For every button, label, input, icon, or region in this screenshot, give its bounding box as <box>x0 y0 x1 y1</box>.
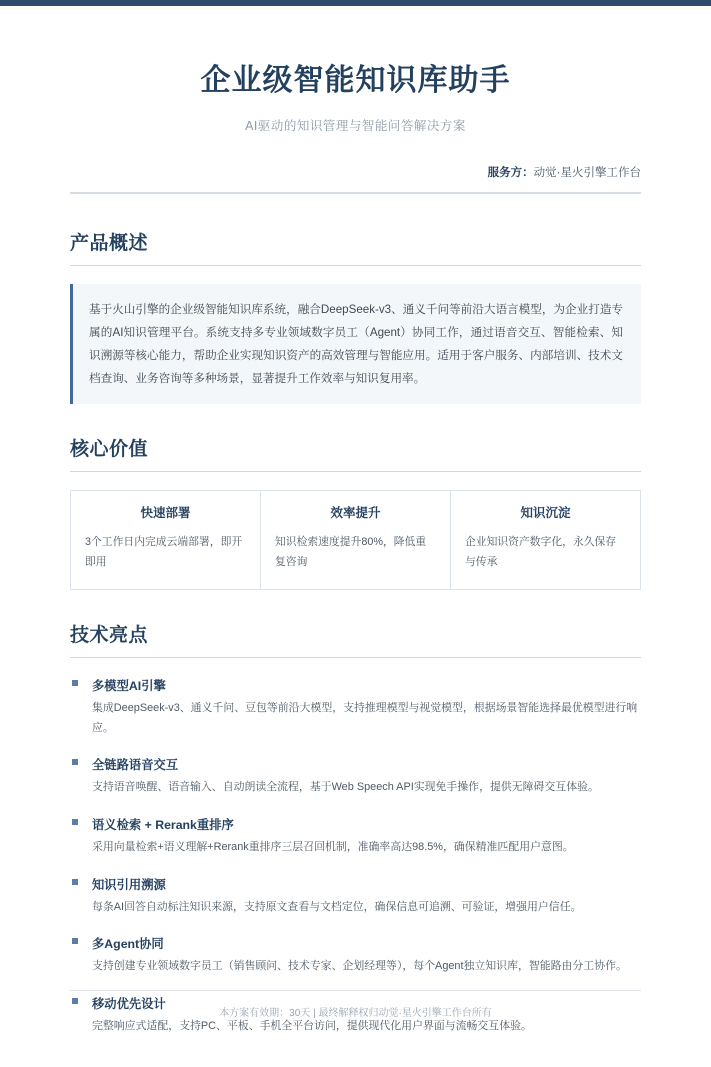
page-title: 企业级智能知识库助手 <box>200 64 511 97</box>
feature-title: 语义检索 + Rerank重排序 <box>92 818 234 833</box>
value-card-title: 效率提升 <box>330 506 381 521</box>
section-title-core-value: 核心价值 <box>70 439 149 461</box>
document-footer: 本方案有效期：30天 | 最终解释权归动觉·星火引擎工作台所有 <box>70 990 641 1019</box>
value-card-desc: 知识检索速度提升80%，降低重复咨询 <box>275 536 427 569</box>
provider-label: 服务方： <box>487 166 534 179</box>
list-item <box>70 875 641 918</box>
section-overview <box>70 228 641 405</box>
value-card-list <box>70 490 641 590</box>
feature-desc: 每条AI回答自动标注知识来源，支持原文查看与文档定位，确保信息可追溯、可验证，增强用户信任。 <box>92 900 582 913</box>
feature-title: 知识引用溯源 <box>92 877 166 892</box>
square-bullet-icon <box>72 759 78 765</box>
top-accent-bar <box>0 0 711 6</box>
feature-desc: 支持语音唤醒、语音输入、自动朗读全流程，基于Web Speech API实现免手操作，提供无障碍交互体验。 <box>92 781 599 794</box>
feature-desc: 支持创建专业领域数字员工（销售顾问、技术专家、企划经理等），每个Agent独立知识库，智能路由分工协作。 <box>92 960 627 973</box>
document-header <box>70 0 641 134</box>
feature-title: 全链路语音交互 <box>92 758 179 773</box>
value-card <box>451 490 641 590</box>
overview-body: 基于火山引擎的企业级智能知识库系统，融合DeepSeek-v3、通义千问等前沿大语言模型，为企业打造专属的AI知识管理平台。系统支持多专业领域数字员工（Agent）协同工作，通过语音交互、智能检索、知识溯源等核心能力，帮助企业实现知识资产的高效管理与智能应用。适用于客户服务、内部培训、技术文档查询、业务咨询等多种场景，显著提升工作效率与知识复用率。 <box>70 284 641 405</box>
square-bullet-icon <box>72 819 78 825</box>
value-card-desc: 3个工作日内完成云端部署，即开即用 <box>85 536 243 569</box>
square-bullet-icon <box>72 938 78 944</box>
feature-desc: 完整响应式适配，支持PC、平板、手机全平台访问，提供现代化用户界面与流畅交互体验。 <box>92 1019 532 1032</box>
feature-title: 多模型AI引擎 <box>92 679 166 694</box>
section-underline-tech-highlights <box>70 657 641 658</box>
page-subtitle: AI驱动的知识管理与智能问答解决方案 <box>245 118 466 133</box>
provider-line <box>70 164 641 192</box>
feature-desc: 集成DeepSeek-v3、通义千问、豆包等前沿大模型，支持推理模型与视觉模型，根据场景智能选择最优模型进行响应。 <box>92 702 638 734</box>
value-card <box>261 490 451 590</box>
header-divider <box>70 192 641 194</box>
feature-title: 移动优先设计 <box>92 996 166 1011</box>
list-item <box>70 815 641 858</box>
section-title-overview: 产品概述 <box>70 232 149 254</box>
list-item <box>70 755 641 798</box>
value-card-title: 快速部署 <box>140 506 191 521</box>
square-bullet-icon <box>72 680 78 686</box>
list-item <box>70 934 641 977</box>
value-card-title: 知识沉淀 <box>520 506 571 521</box>
feature-title: 多Agent协同 <box>92 937 164 952</box>
feature-list <box>70 676 641 1036</box>
value-card <box>70 490 261 590</box>
section-core-value <box>70 434 641 590</box>
feature-desc: 采用向量检索+语义理解+Rerank重排序三层召回机制，准确率高达98.5%，确保精准匹配用户意图。 <box>92 841 574 854</box>
section-title-tech-highlights: 技术亮点 <box>70 625 149 647</box>
square-bullet-icon <box>72 879 78 885</box>
section-underline-core-value <box>70 471 641 472</box>
section-underline-overview <box>70 265 641 266</box>
section-tech-highlights <box>70 620 641 1036</box>
list-item <box>70 676 641 738</box>
provider-name: 动觉·星火引擎工作台 <box>533 166 641 179</box>
value-card-desc: 企业知识资产数字化，永久保存与传承 <box>465 536 617 569</box>
